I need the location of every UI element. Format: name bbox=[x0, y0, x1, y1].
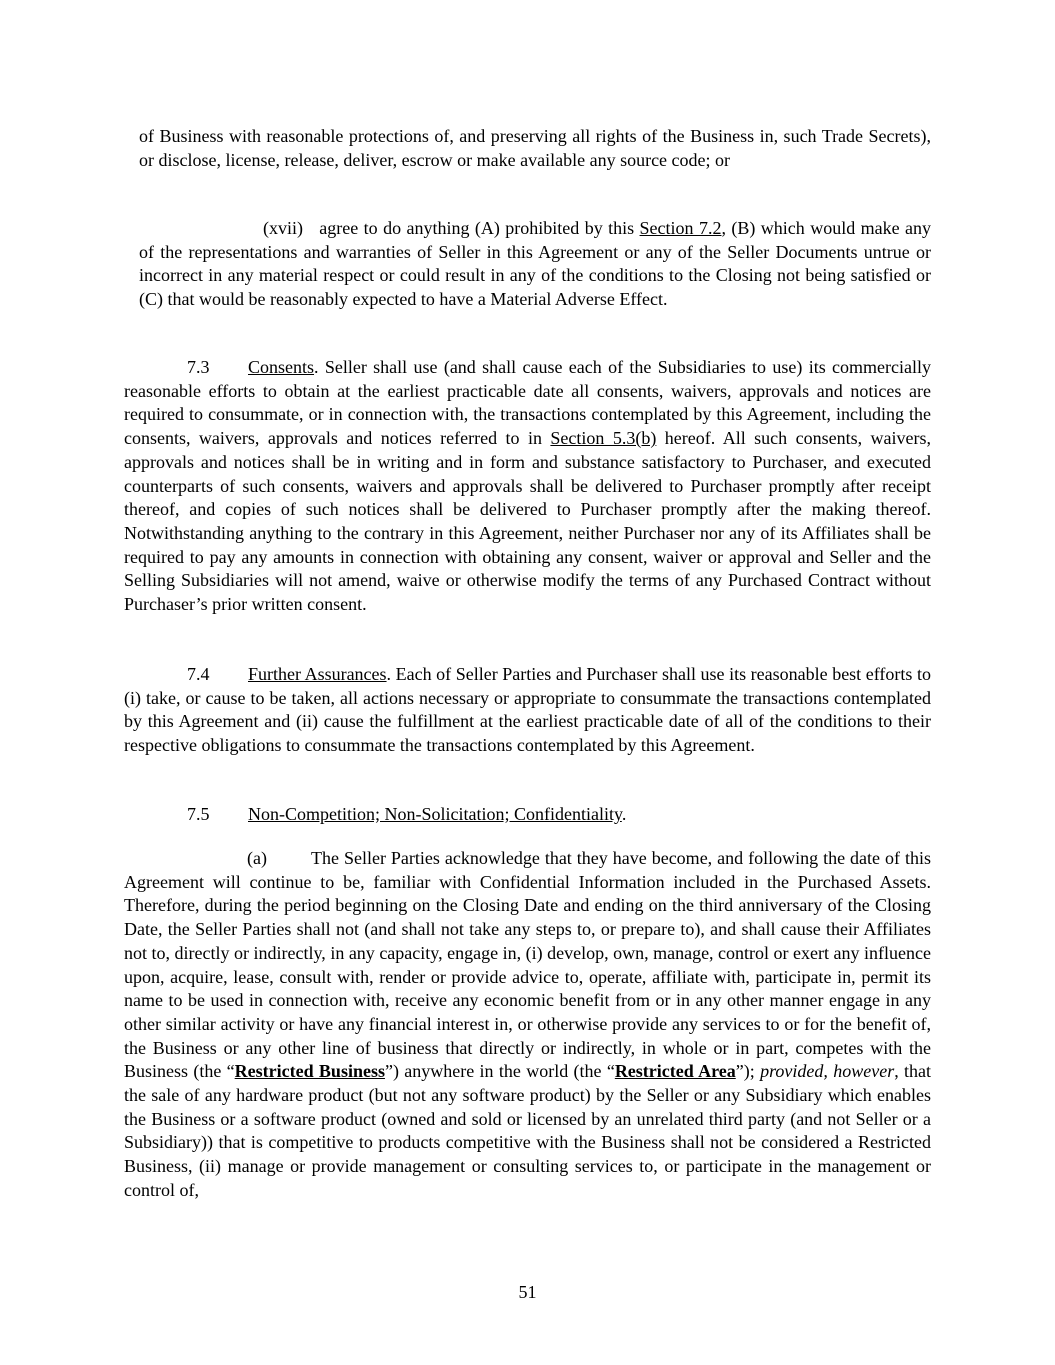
section-7-4-text: . Each of Seller Parties and Purchaser shall use its reasonable best efforts to (i) take, or cause to be taken, all actions necessary or appropriate to consummate the transactions contemplated by this Agreement and (ii) cause the fulfillment at the earliest practicable date of all of the conditions to their respective obligations to consummate the transactions contemplated by this Agreement. bbox=[124, 664, 931, 756]
subsection-a-paragraph bbox=[124, 847, 931, 1203]
defined-term-restricted-business: Restricted Business bbox=[234, 1061, 385, 1082]
subsection-a-text-4: , that the sale of any hardware product (but not any software product) by the Seller or any Subsidiary which enables the Business or a software product (owned and sold or licensed by an unrelated third party (and not Seller or a Subsidiary)) that is competitive to products competitive with the Business shall not be considered a Restricted Business, (ii) manage or provide management or consulting services to, or participate in the management or control of, bbox=[124, 1061, 932, 1200]
paragraph-clause-xvii bbox=[139, 217, 931, 312]
subsection-a-text-2: ”) anywhere in the world (the “ bbox=[384, 1061, 615, 1082]
section-heading-consents: Consents bbox=[248, 357, 315, 377]
section-7-5-period: . bbox=[621, 804, 627, 824]
section-heading-further-assurances: Further Assurances bbox=[248, 664, 387, 684]
subsection-a-text-1: The Seller Parties acknowledge that they have become, and following the date of this Agreement will continue to be, familiar with Confidential Information included in the Purchased Assets. Therefore, during the period beginning on the Closing Date and ending on the third anniversary of the Closing Date, the Seller Parties shall not (and shall not take any steps to, or prepare to), and shall cause their Affiliates not to, directly or indirectly, in any capacity, engage in, (i) develop, own, manage, control or exert any influence upon, acquire, lease, consult with, render or provide advice to, operate, affiliate with, participate in, permit its name to be used in connection with, receive any economic benefit from or in any other manner engage in any other similar activity or have any financial interest in, or otherwise provide any services to or for the benefit of, the Business or any other line of business that directly or indirectly, in whole or in part, competes with the Business (the “ bbox=[124, 848, 931, 1082]
section-7-2-reference: Section 7.2 bbox=[639, 218, 722, 238]
paragraph-continuation bbox=[139, 125, 931, 172]
clause-number-xvii: (xvii) bbox=[263, 218, 303, 238]
section-7-3-consents bbox=[124, 356, 931, 617]
subsection-number-a: (a) bbox=[247, 848, 267, 868]
proviso-italic: provided, however bbox=[760, 1061, 895, 1082]
section-7-5-heading-paragraph bbox=[124, 803, 931, 827]
section-7-3-text-2: hereof. All such consents, waivers, approvals and notices shall be in writing and in form and substance satisfactory to Purchaser, and executed counterparts of such consents, waivers and approvals shall be delivered to Purchaser promptly after receipt thereof, and copies of such notices shall be delivered to Purchaser promptly after the making thereof. Notwithstanding anything to the contrary in this Agreement, neither Purchaser nor any of its Affiliates shall be required to pay any amounts in connection with obtaining any consent, waiver or approval and Seller and the Selling Subsidiaries will not amend, waive or otherwise modify the terms of any Purchased Contract without Purchaser’s prior written consent. bbox=[124, 428, 932, 615]
section-heading-non-competition: Non-Competition; Non-Solicitation; Confidentiality bbox=[248, 804, 622, 824]
clause-xvii-text-1: agree to do anything (A) prohibited by this bbox=[319, 218, 640, 238]
section-7-4-further-assurances bbox=[124, 663, 931, 758]
section-number-7-4: 7.4 bbox=[187, 664, 210, 684]
page-number: 51 bbox=[518, 1282, 537, 1302]
defined-term-restricted-area: Restricted Area bbox=[614, 1061, 736, 1082]
paragraph-continuation-text: of Business with reasonable protections of, and preserving all rights of the Business in, such Trade Secrets), or disclose, license, release, deliver, escrow or make available any source code; or bbox=[139, 126, 931, 170]
clause-xvii-text-2: , (B) which would make any of the representations and warranties of Seller in this Agreement or any of the Seller Documents untrue or incorrect in any material respect or could result in any of the conditions to the Closing not being satisfied or (C) that would be reasonably expected to have a Material Adverse Effect. bbox=[139, 218, 932, 310]
section-5-3b-reference: Section 5.3(b) bbox=[550, 428, 657, 449]
section-number-7-5: 7.5 bbox=[187, 804, 210, 824]
section-number-7-3: 7.3 bbox=[187, 357, 210, 377]
subsection-a-text-3: ”); bbox=[735, 1061, 761, 1082]
section-7-3-text-1: . Seller shall use (and shall cause each of the Subsidiaries to use) its commercially reasonable efforts to obtain at the earliest practicable date all consents, waivers, approvals and notices are required to consummate, or in connection with, the transactions contemplated by this Agreement, including the consents, waivers, approvals and notices referred to in bbox=[124, 357, 931, 449]
